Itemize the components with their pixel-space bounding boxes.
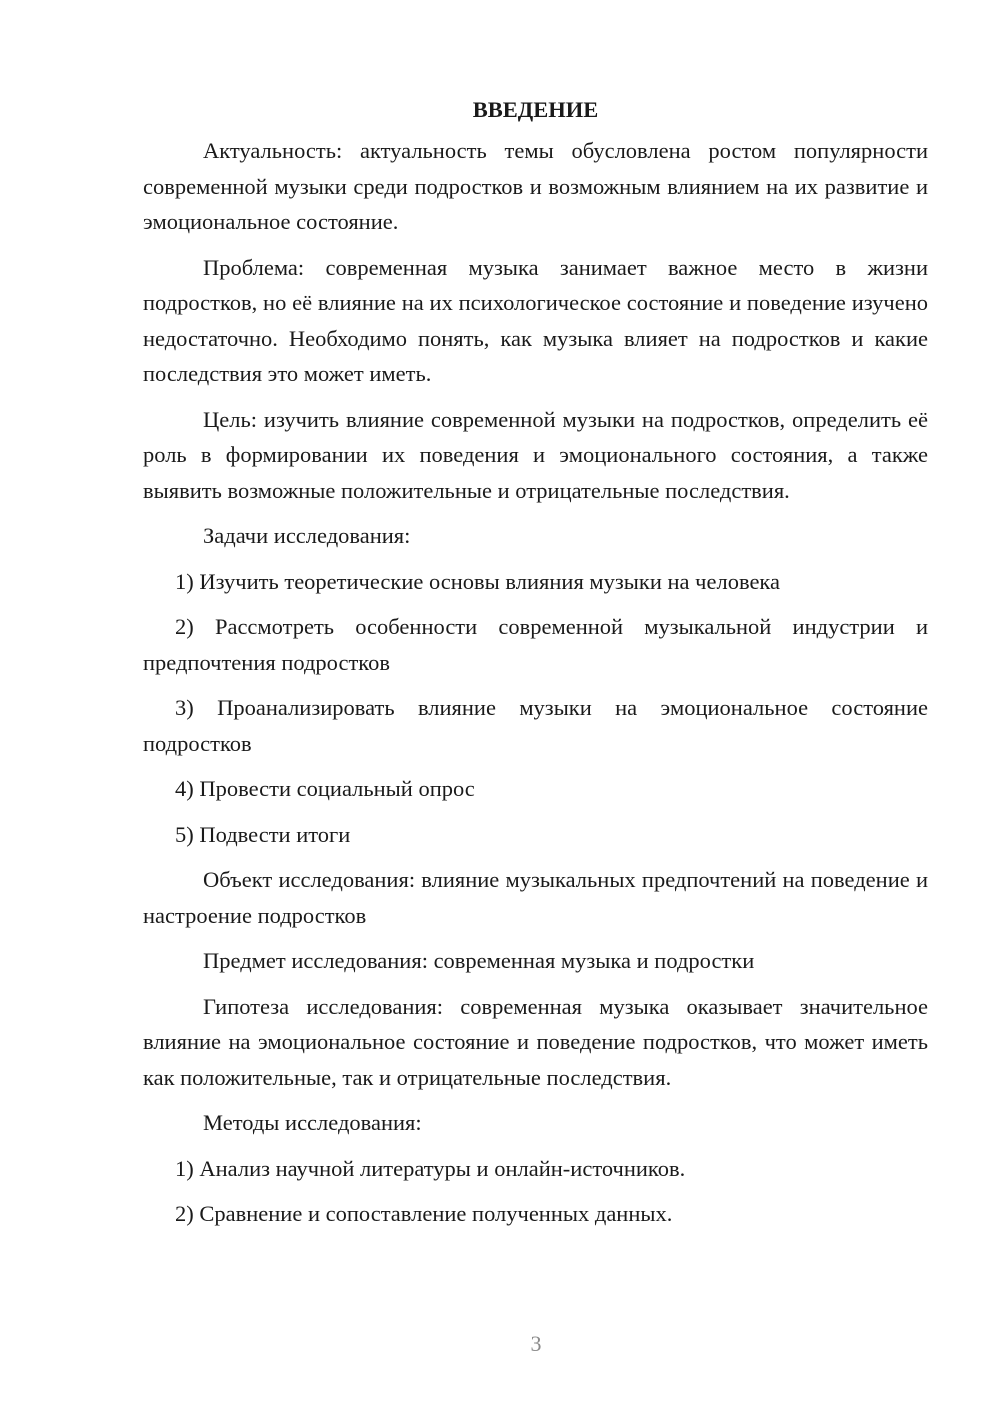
task-item-1: 1) Изучить теоретические основы влияния музыки на человека (175, 568, 781, 594)
paragraph-object: Объект исследования: влияние музыкальных предпочтений на поведение и настроение подростков (143, 867, 928, 928)
task-item-2: 2) Рассмотреть особенности современной музыкальной индустрии и предпочтения подростков (143, 614, 928, 675)
paragraph-problem: Проблема: современная музыка занимает важное место в жизни подростков, но её влияние на их психологическое состояние и поведение изучено недостаточно. Необходимо понять, как музыка влияет на подростков и какие последствия это может иметь. (143, 254, 928, 386)
paragraph-methods-heading: Методы исследования: (203, 1110, 422, 1135)
method-item-2: 2) Сравнение и сопоставление полученных данных. (175, 1201, 673, 1226)
document-body (143, 92, 928, 1242)
page-number: 3 (530, 1331, 542, 1356)
paragraph-relevance: Актуальность: актуальность темы обусловлена ростом популярности современной музыки среди подростков и возможным влиянием на их развитие и эмоциональное состояние. (143, 138, 928, 234)
method-item-1: 1) Анализ научной литературы и онлайн-источников. (175, 1155, 686, 1181)
paragraph-goal: Цель: изучить влияние современной музыки на подростков, определить её роль в формировании их поведения и эмоционального состояния, а также выявить возможные положительные и отрицательные последствия. (143, 406, 928, 503)
paragraph-hypothesis: Гипотеза исследования: современная музыка оказывает значительное влияние на эмоциональное состояние и поведение подростков, что может иметь как положительные, так и отрицательные последствия. (143, 993, 928, 1090)
paragraph-subject: Предмет исследования: современная музыка и подростки (203, 948, 755, 973)
task-item-5: 5) Подвести итоги (175, 821, 351, 847)
task-item-3: 3) Проанализировать влияние музыки на эмоциональное состояние подростков (143, 695, 928, 756)
paragraph-tasks-heading: Задачи исследования: (203, 523, 411, 548)
section-title: ВВЕДЕНИЕ (472, 97, 599, 122)
task-item-4: 4) Провести социальный опрос (175, 776, 475, 801)
